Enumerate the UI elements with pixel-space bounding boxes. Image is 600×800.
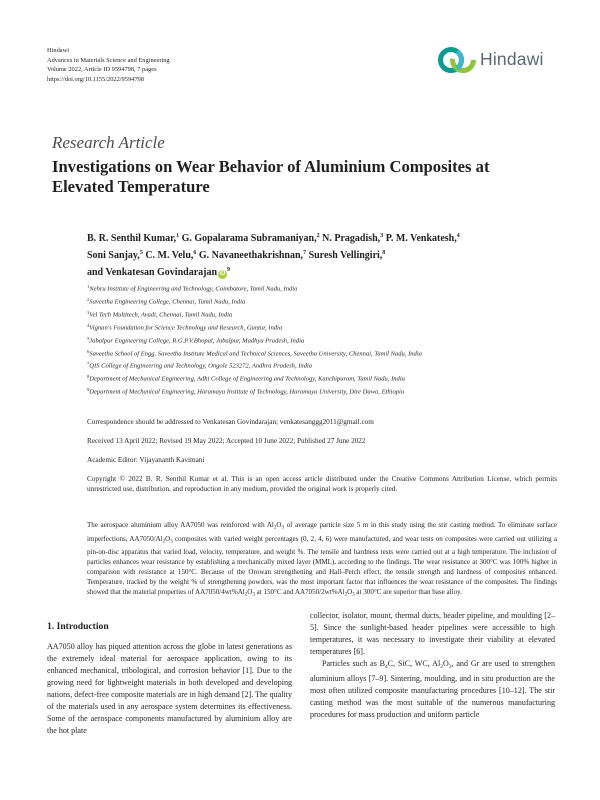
article-title: Investigations on Wear Behavior of Aluminium Composites at Elevated Temperature [52, 157, 490, 196]
abstract-text: The aerospace aluminium alloy AA7050 was reinforced with $Al_2O_3$ of average particle size 5 m in this study using the stir casting method. To eliminate surface imperfections, $AA7050/Al_2O_3$ composites with varied weight percentages (0, 2, 4, 6) were manufactured, and wear tests on composites were carried out utilizing a pin-on-disc apparatus that varied load, velocity, temperature, and weight %. The tensile and hardness tests were carried out at a high temperature. The inclusion of particles enhances wear resistance by establishing a mechanically mixed layer (MML), according to the findings. The wear resistance at 300°C was 100% higher in comparison with resistance at 150°C. Because of the Orowan strengthening and Hall–Petch effect, the tensile strength and hardness of composites enhanced. Temperature, tracked by the weight % of strengthening powders, was the most important factor that influences the wear resistance of the composites. The findings showed that the material properties of $AA7050/4wt\%Al_2O_3$ at 150°C and $AA7050/2wt\%Al_2O_3$ at 300°C are superior than base alloy. [87, 521, 557, 598]
paragraph: AA7050 alloy has piqued attention across the globe in latest generations as the extremely ideal material for aerospace application, owing to its enhanced mechanical, tribological, and corrosion behavior [1]. Due to the growing need for lightweight materials in both developed and developing nations, defect-free composite materials are in high demand [2]. The quality of the materials used in any aerospace system determines its effectiveness. Some of the aerospace components manufactured by aluminium alloy are the hot plate [47, 642, 292, 735]
section-heading-introduction [47, 621, 109, 632]
affiliation [87, 308, 557, 321]
body-column-left [47, 641, 292, 737]
article-type: Research Article [52, 133, 165, 152]
affiliation-text: Vel Tech Multitech, Avadi, Chennai, Tamil Nadu, India [89, 311, 233, 319]
affiliation-num: 8 [87, 374, 90, 380]
academic-editor: Academic Editor: Vijayananth Kavimani [87, 456, 205, 464]
author-affil-num: 2 [316, 233, 320, 239]
author-affil-num: 5 [139, 250, 143, 257]
affiliation-text: Department of Mechanical Engineering, Haramaya Institute of Technology, Haramaya University, Dire Dawa, Ethiopia [89, 388, 405, 396]
copyright-notice [87, 474, 557, 494]
affiliation-text: Jabalpur Engineering College, R.G.P.V.Bhopal, Jabalpur, Madhya Pradesh, India [89, 337, 305, 345]
copyright-text: Copyright © 2022 B. R. Senthil Kumar et al. This is an open access article distributed under the Creative Commons Attribution License, which permits unrestricted use, distribution, and reproduction in any medium, provided the original work is properly cited. [87, 475, 557, 493]
author: and Venkatesan Govindarajan [87, 267, 218, 279]
affiliation-num: 2 [87, 296, 90, 302]
body-column-right [310, 610, 555, 721]
affiliation-text: Nehru Institute of Engineering and Technology, Coimbatore, Tamil Nadu, India [89, 285, 298, 293]
affiliation-num: 6 [87, 348, 90, 354]
paragraph: Particles such as $B_4C$, SiC, WC, $Al_2O_3$, and Gr are used to strengthen aluminium alloys [7–9]. Sintering, moulding, and in situ production are the most often utilized composite manufacturing procedures [10–12]. The stir casting method was the most suitable of the numerous manufacturing procedures for mass production and uniform particle [310, 659, 555, 719]
author: N. Pragadish, [322, 233, 381, 244]
affiliation [87, 334, 557, 347]
affiliation-num: 4 [87, 322, 90, 328]
affiliation-num: 3 [87, 309, 90, 315]
author-affil-num: 8 [382, 250, 386, 257]
author-affil-num: 1 [176, 233, 180, 239]
affiliation-text: QIS College of Engineering and Technology, Ongole 523272, Andhra Pradesh, India [89, 362, 313, 370]
doi-link[interactable]: https://doi.org/10.1155/2022/9594798 [47, 75, 144, 83]
affiliation-text: Vignan's Foundation for Science Technology and Research, Guntur, India [89, 324, 283, 332]
author: P. M. Venkatesh, [385, 233, 457, 244]
section-number: 1. [47, 621, 55, 632]
author: C. M. Velu, [145, 250, 194, 262]
article-dates: Received 13 April 2022; Revised 19 May 2022; Accepted 10 June 2022; Published 27 June 2022 [87, 437, 366, 445]
abstract [87, 520, 557, 601]
author-affil-num: 3 [380, 233, 384, 239]
affiliation-num: 9 [87, 387, 90, 393]
hindawi-logo-icon [437, 44, 477, 76]
affiliation-text: Saveetha School of Engg. Saveetha Institute Medical and Technical Sciences, Saveetha University, Chennai, Tamil Nadu, India [89, 350, 422, 358]
author-affil-num: 9 [227, 267, 231, 274]
affiliation [87, 282, 557, 295]
affiliation-text: Saveetha Engineering College, Chennai, Tamil Nadu, India [89, 298, 246, 306]
affiliation-num: 7 [87, 361, 90, 367]
author: G. Navaneethakrishnan, [198, 250, 304, 262]
author-affil-num: 7 [303, 250, 307, 257]
hindawi-logo [437, 44, 562, 76]
author: B. R. Senthil Kumar, [87, 233, 177, 244]
affiliation-num: 1 [87, 284, 90, 289]
affiliation-num: 5 [87, 335, 90, 341]
orcid-icon[interactable]: iD [219, 271, 226, 278]
journal-name: Advances in Materials Science and Engineering [47, 56, 170, 64]
affiliation [87, 321, 557, 334]
author: G. Gopalarama Subramaniyan, [181, 233, 317, 244]
affiliation [87, 347, 557, 360]
paragraph: collector, isolator, mount, thermal ducts, header pipeline, and moulding [2–5]. Since the sunlight-based header pipelines were accessible to high temperatures, it was necessary to investigate their viability at elevated temperatures [6]. [310, 611, 555, 656]
author-affil-num: 6 [193, 250, 197, 257]
affiliation [87, 359, 557, 372]
volume-info: Volume 2022, Article ID 9594798, 7 pages [47, 66, 157, 74]
correspondence-note: Correspondence should be addressed to Venkatesan Govindarajan; venkatesanggg2011@gmail.com [87, 418, 374, 426]
affiliation [87, 372, 557, 385]
affiliation-text: Department of Mechanical Engineering, Adhi College of Engineering and Technology, Kanchipuram, Tamil Nadu, India [89, 375, 405, 383]
author: Suresh Vellingiri, [308, 250, 383, 262]
running-header [47, 46, 170, 84]
section-title: Introduction [56, 621, 109, 632]
affiliation-list [87, 282, 557, 398]
author-affil-num: 4 [456, 233, 460, 239]
publisher-name: Hindawi [47, 47, 70, 54]
hindawi-logo-text: Hindawi [480, 49, 544, 69]
affiliation [87, 385, 557, 398]
affiliation [87, 295, 557, 308]
author: Soni Sanjay, [87, 250, 140, 262]
author-list [87, 229, 557, 281]
